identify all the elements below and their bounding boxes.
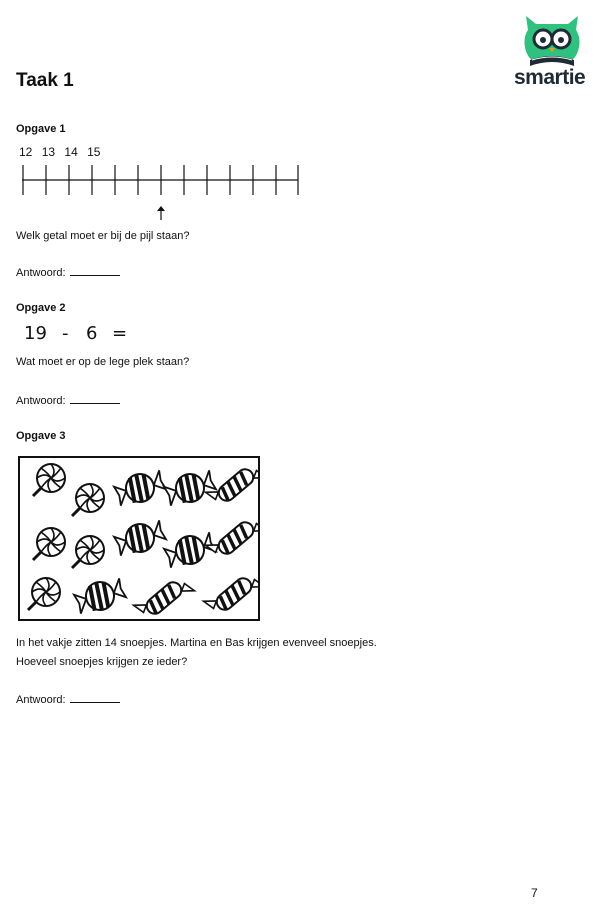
owl-icon xyxy=(512,10,592,70)
answer-label: Antwoord: xyxy=(16,694,66,706)
opgave-2-label: Opgave 2 xyxy=(16,302,66,314)
page-number: 7 xyxy=(531,886,538,900)
equation-term: 19 xyxy=(24,323,47,344)
candy-twist xyxy=(206,509,258,566)
candy-lollipop xyxy=(33,528,65,560)
opgave-3-label: Opgave 3 xyxy=(16,430,66,442)
equation-term: 6 xyxy=(86,323,98,344)
candy-round xyxy=(73,575,128,618)
candy-round xyxy=(113,467,168,510)
opgave-2-answer xyxy=(16,393,120,407)
page-title: Taak 1 xyxy=(16,70,74,91)
arrow-up-icon xyxy=(155,205,167,221)
opgave-1-question: Welk getal moet er bij de pijl staan? xyxy=(16,230,190,242)
candy-round xyxy=(163,467,218,510)
opgave-1-answer xyxy=(16,265,120,279)
candy-lollipop xyxy=(28,578,60,610)
candy-lollipop xyxy=(72,536,104,568)
candy-round xyxy=(163,529,218,572)
candy-twist xyxy=(204,565,258,619)
equation-operator: = xyxy=(112,323,128,344)
answer-label: Antwoord: xyxy=(16,395,66,407)
candy-lollipop xyxy=(72,484,104,516)
tick-label: 14 xyxy=(64,145,78,159)
tick-label: 12 xyxy=(19,145,33,159)
opgave-3-question-line-1: In het vakje zitten 14 snoepjes. Martina en Bas krijgen evenveel snoepjes. xyxy=(16,637,377,649)
opgave-3-answer xyxy=(16,692,120,706)
answer-blank[interactable] xyxy=(70,265,120,276)
opgave-1-label: Opgave 1 xyxy=(16,123,66,135)
tick-label: 13 xyxy=(41,145,56,159)
candy-lollipop xyxy=(33,464,65,496)
answer-blank[interactable] xyxy=(70,692,120,703)
equation xyxy=(24,323,127,344)
answer-label: Antwoord: xyxy=(16,267,66,279)
equation-operator: - xyxy=(62,323,69,344)
answer-blank[interactable] xyxy=(70,393,120,404)
opgave-3-question-line-2: Hoeveel snoepjes krijgen ze ieder? xyxy=(16,656,188,668)
opgave-2-question: Wat moet er op de lege plek staan? xyxy=(16,356,190,368)
tick-label: 15 xyxy=(87,145,101,159)
number-line xyxy=(20,163,302,199)
number-line-labels xyxy=(19,145,106,159)
candy-twist xyxy=(134,569,195,619)
candy-box xyxy=(18,456,260,621)
logo-text: smartie xyxy=(514,66,586,89)
candy-illustration xyxy=(20,458,258,619)
candy-round xyxy=(113,517,168,560)
